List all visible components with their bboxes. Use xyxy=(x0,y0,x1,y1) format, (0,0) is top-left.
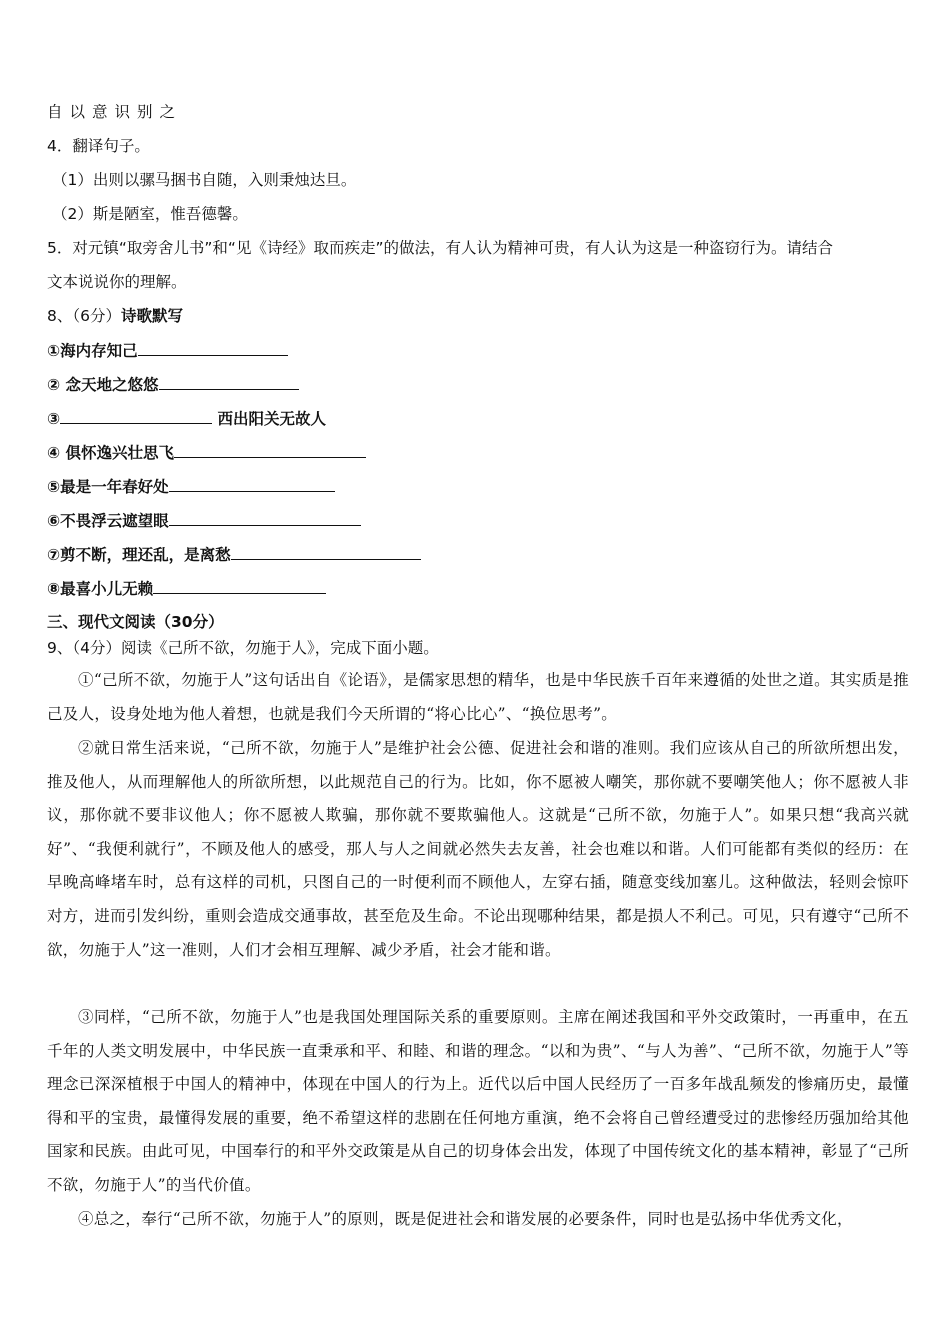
passage-paragraph-3: ③同样，“己所不欲，勿施于人”也是我国处理国际关系的重要原则。主席在阐述我国和平外交政策时，一再重申，在五千年的人类文明发展中，中华民族一直秉承和平、和睦、和谐的理念。“以和为贵”、“与人为善”、“己所不欲，勿施于人”等理念已深深植根于中国人的精神中，体现在中国人的行为上。近代以后中国人民经历了一百多年战乱频发的惨痛历史，最懂得和平的宝贵，最懂得发展的重要，绝不希望这样的悲剧在任何地方重演，绝不会将自己曾经遭受过的悲惨经历强加给其他国家和民族。由此可见，中国奉行的和平外交政策是从自己的切身体会出发，体现了中国传统文化的基本精神，彰显了“己所不欲，勿施于人”的当代价值。 xyxy=(47,1008,909,1194)
answer-blank[interactable] xyxy=(169,510,361,526)
recite-text: ④ 俱怀逸兴壮思飞 xyxy=(47,444,175,462)
question-8-title: 诗歌默写 xyxy=(120,307,183,325)
recite-text: ② 念天地之悠悠 xyxy=(47,376,159,394)
question-8-heading xyxy=(47,306,183,326)
passage-paragraph-4: ④总之，奉行“己所不欲，勿施于人”的原则，既是促进社会和谐发展的必要条件，同时也是弘扬中华优秀文化， xyxy=(78,1210,853,1228)
recite-item xyxy=(47,374,299,395)
answer-blank[interactable] xyxy=(153,578,326,594)
answer-blank[interactable] xyxy=(60,408,212,424)
question-4-item-2: （2）斯是陋室，惟吾德馨。 xyxy=(52,205,248,223)
recite-text: ⑦剪不断，理还乱，是离愁 xyxy=(47,546,231,564)
passage-paragraph-2: ②就日常生活来说，“己所不欲，勿施于人”是维护社会公德、促进社会和谐的准则。我们应该从自己的所欲所想出发，推及他人，从而理解他人的所欲所想，以此规范自己的行为。比如，你不愿被人嘲笑，那你就不要嘲笑他人；你不愿被人非议，那你就不要非议他人；你不愿被人欺骗，那你就不要欺骗他人。这就是“己所不欲，勿施于人”。如果只想“我高兴就好”、“我便利就行”，不顾及他人的感受，那人与人之间就必然失去友善，社会也难以和谐。人们可能都有类似的经历：在早晚高峰堵车时，总有这样的司机，只图自己的一时便利而不顾他人，左穿右插，随意变线加塞儿。这种做法，轻则会惊吓对方，进而引发纠纷，重则会造成交通事故，甚至危及生命。不论出现哪种结果，都是损人不利己。可见，只有遵守“己所不欲，勿施于人”这一准则，人们才会相互理解、减少矛盾，社会才能和谐。 xyxy=(47,739,909,959)
recite-item xyxy=(47,578,326,599)
recite-item xyxy=(47,340,288,361)
recite-item xyxy=(47,408,326,429)
question-5-line-1: 5．对元镇“取旁舍儿书”和“见《诗经》取而疾走”的做法，有人认为精神可贵，有人认为这是一种盗窃行为。请结合 xyxy=(47,239,833,257)
answer-blank[interactable] xyxy=(138,340,288,356)
answer-blank[interactable] xyxy=(159,374,299,390)
text-line: 自以意识别之 xyxy=(47,103,183,121)
section-heading: 三、现代文阅读（30分） xyxy=(47,613,224,631)
recite-item xyxy=(47,544,421,565)
recite-text: ⑥不畏浮云遮望眼 xyxy=(47,512,169,530)
answer-blank[interactable] xyxy=(169,476,335,492)
recite-text: ③ xyxy=(47,410,61,428)
passage-paragraph-1: ①“己所不欲，勿施于人”这句话出自《论语》，是儒家思想的精华，也是中华民族千百年来遵循的处世之道。其实质是推己及人，设身处地为他人着想，也就是我们今天所谓的“将心比心”、“换位思考”。 xyxy=(47,671,909,723)
recite-text: ①海内存知己 xyxy=(47,342,138,360)
recite-item xyxy=(47,510,361,531)
recite-item xyxy=(47,442,366,463)
question-8-number: 8、（6分） xyxy=(47,307,121,325)
recite-item xyxy=(47,476,335,497)
recite-text: 西出阳关无故人 xyxy=(212,410,327,428)
question-4-item-1: （1）出则以骡马捆书自随，入则秉烛达旦。 xyxy=(52,171,357,189)
question-5-line-2: 文本说说你的理解。 xyxy=(47,273,187,291)
question-4: 4．翻译句子。 xyxy=(47,137,150,155)
answer-blank[interactable] xyxy=(174,442,366,458)
recite-text: ⑤最是一年春好处 xyxy=(47,478,169,496)
answer-blank[interactable] xyxy=(231,544,421,560)
recite-text: ⑧最喜小儿无赖 xyxy=(47,580,154,598)
question-9: 9、（4分）阅读《己所不欲，勿施于人》，完成下面小题。 xyxy=(47,639,439,657)
